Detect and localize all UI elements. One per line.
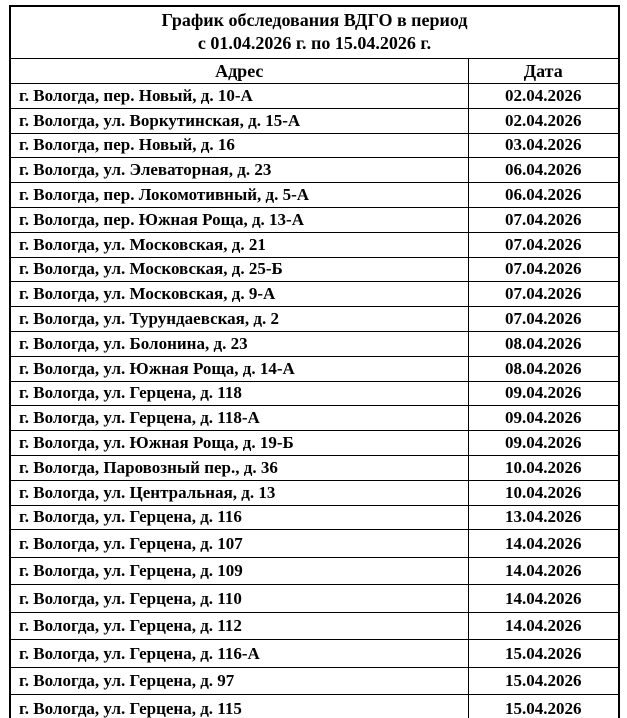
date-cell: 10.04.2026	[468, 455, 619, 480]
address-cell: г. Вологда, Паровозный пер., д. 36	[10, 455, 468, 480]
table-row	[10, 480, 619, 505]
date-cell: 15.04.2026	[468, 667, 619, 695]
date-cell: 08.04.2026	[468, 331, 619, 356]
date-cell: 15.04.2026	[468, 640, 619, 668]
address-cell: г. Вологда, ул. Московская, д. 25-Б	[10, 257, 468, 282]
date-cell: 14.04.2026	[468, 585, 619, 613]
title-row	[10, 6, 619, 59]
address-cell: г. Вологда, ул. Болонина, д. 23	[10, 331, 468, 356]
table-title-line2: с 01.04.2026 г. по 15.04.2026 г.	[197, 33, 432, 53]
table-row	[10, 557, 619, 585]
column-header-row	[10, 59, 619, 84]
address-cell: г. Вологда, ул. Центральная, д. 13	[10, 480, 468, 505]
table-row	[10, 133, 619, 158]
address-cell: г. Вологда, ул. Герцена, д. 109	[10, 557, 468, 585]
address-cell: г. Вологда, ул. Герцена, д. 118	[10, 381, 468, 406]
date-cell: 07.04.2026	[468, 257, 619, 282]
date-cell: 07.04.2026	[468, 207, 619, 232]
vdgo-schedule-table	[9, 5, 620, 718]
table-row	[10, 108, 619, 133]
date-cell: 09.04.2026	[468, 381, 619, 406]
table-row	[10, 183, 619, 208]
date-cell: 07.04.2026	[468, 307, 619, 332]
table-row	[10, 381, 619, 406]
address-cell: г. Вологда, ул. Турундаевская, д. 2	[10, 307, 468, 332]
table-row	[10, 431, 619, 456]
date-cell: 03.04.2026	[468, 133, 619, 158]
date-cell: 14.04.2026	[468, 557, 619, 585]
date-cell: 13.04.2026	[468, 505, 619, 530]
table-row	[10, 307, 619, 332]
address-cell: г. Вологда, ул. Герцена, д. 97	[10, 667, 468, 695]
address-cell: г. Вологда, пер. Новый, д. 10-А	[10, 84, 468, 109]
table-row	[10, 232, 619, 257]
table-row	[10, 406, 619, 431]
address-cell: г. Вологда, ул. Московская, д. 21	[10, 232, 468, 257]
table-row	[10, 455, 619, 480]
table-row	[10, 695, 619, 718]
address-cell: г. Вологда, ул. Герцена, д. 115	[10, 695, 468, 718]
date-cell: 07.04.2026	[468, 282, 619, 307]
column-header-date: Дата	[468, 59, 619, 84]
date-cell: 14.04.2026	[468, 612, 619, 640]
address-cell: г. Вологда, пер. Локомотивный, д. 5-А	[10, 183, 468, 208]
table-row	[10, 612, 619, 640]
address-cell: г. Вологда, ул. Герцена, д. 110	[10, 585, 468, 613]
table-title	[10, 6, 619, 59]
date-cell: 06.04.2026	[468, 158, 619, 183]
address-cell: г. Вологда, ул. Воркутинская, д. 15-А	[10, 108, 468, 133]
address-cell: г. Вологда, ул. Герцена, д. 116	[10, 505, 468, 530]
address-cell: г. Вологда, ул. Южная Роща, д. 14-А	[10, 356, 468, 381]
table-row	[10, 640, 619, 668]
date-cell: 07.04.2026	[468, 232, 619, 257]
address-cell: г. Вологда, пер. Новый, д. 16	[10, 133, 468, 158]
date-cell: 08.04.2026	[468, 356, 619, 381]
date-cell: 02.04.2026	[468, 84, 619, 109]
table-row	[10, 257, 619, 282]
table-row	[10, 667, 619, 695]
address-cell: г. Вологда, ул. Герцена, д. 107	[10, 530, 468, 558]
date-cell: 14.04.2026	[468, 530, 619, 558]
address-cell: г. Вологда, ул. Герцена, д. 116-А	[10, 640, 468, 668]
table-body	[10, 84, 619, 718]
date-cell: 09.04.2026	[468, 431, 619, 456]
date-cell: 15.04.2026	[468, 695, 619, 718]
table-row	[10, 282, 619, 307]
table-row	[10, 585, 619, 613]
table-row	[10, 84, 619, 109]
address-cell: г. Вологда, ул. Герцена, д. 112	[10, 612, 468, 640]
date-cell: 06.04.2026	[468, 183, 619, 208]
table-row	[10, 158, 619, 183]
address-cell: г. Вологда, ул. Герцена, д. 118-А	[10, 406, 468, 431]
date-cell: 10.04.2026	[468, 480, 619, 505]
table-row	[10, 530, 619, 558]
table-row	[10, 505, 619, 530]
date-cell: 09.04.2026	[468, 406, 619, 431]
date-cell: 02.04.2026	[468, 108, 619, 133]
address-cell: г. Вологда, пер. Южная Роща, д. 13-А	[10, 207, 468, 232]
table-title-line1: График обследования ВДГО в период	[161, 10, 468, 30]
address-cell: г. Вологда, ул. Элеваторная, д. 23	[10, 158, 468, 183]
column-header-address: Адрес	[10, 59, 468, 84]
address-cell: г. Вологда, ул. Южная Роща, д. 19-Б	[10, 431, 468, 456]
address-cell: г. Вологда, ул. Московская, д. 9-А	[10, 282, 468, 307]
table-row	[10, 356, 619, 381]
table-row	[10, 207, 619, 232]
table-row	[10, 331, 619, 356]
